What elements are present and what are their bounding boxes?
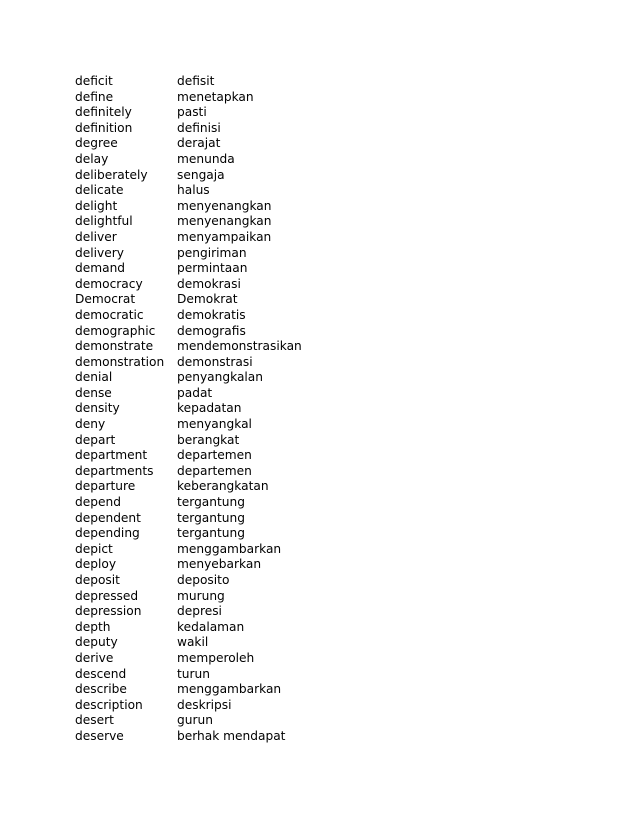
english-word: departments (75, 463, 154, 478)
english-word: denial (75, 370, 113, 385)
english-word: depart (75, 432, 116, 447)
english-word: density (75, 401, 120, 416)
english-word: deputy (75, 635, 118, 650)
vocabulary-row (75, 152, 555, 168)
indonesian-translation: menyenangkan (177, 214, 272, 229)
english-word: derive (75, 650, 114, 665)
indonesian-translation: pengiriman (177, 245, 247, 260)
english-word: define (75, 89, 114, 104)
vocabulary-row (75, 729, 555, 745)
vocabulary-row (75, 168, 555, 184)
indonesian-translation: demografis (177, 323, 246, 338)
indonesian-translation: menggambarkan (177, 682, 282, 697)
indonesian-translation: kedalaman (177, 619, 245, 634)
vocabulary-row (75, 277, 555, 293)
vocabulary-row (75, 433, 555, 449)
indonesian-translation: permintaan (177, 261, 248, 276)
vocabulary-row (75, 324, 555, 340)
vocabulary-row (75, 401, 555, 417)
vocabulary-row (75, 339, 555, 355)
english-word: deposit (75, 573, 120, 587)
english-word: demand (75, 261, 126, 276)
english-word: demographic (75, 323, 156, 338)
english-word: deliver (75, 229, 117, 244)
english-word: delightful (75, 214, 133, 229)
vocabulary-row (75, 495, 555, 511)
english-word: definition (75, 120, 133, 135)
english-word: depend (75, 495, 121, 510)
indonesian-translation: Demokrat (177, 292, 238, 307)
indonesian-translation: departemen (177, 463, 252, 478)
english-word: demonstrate (75, 339, 154, 354)
indonesian-translation: definisi (177, 120, 221, 135)
vocabulary-row (75, 635, 555, 651)
indonesian-translation: menunda (177, 151, 235, 166)
vocabulary-row (75, 511, 555, 527)
english-word: delicate (75, 183, 124, 198)
english-word: deserve (75, 728, 124, 743)
vocabulary-row (75, 667, 555, 683)
english-word: departure (75, 479, 136, 494)
english-word: delay (75, 151, 109, 166)
indonesian-translation: sengaja (177, 167, 225, 182)
indonesian-translation: kepadatan (177, 401, 242, 416)
indonesian-translation: menyebarkan (177, 557, 262, 572)
indonesian-translation: menyampaikan (177, 229, 272, 244)
vocabulary-row (75, 682, 555, 698)
english-word: dependent (75, 510, 141, 525)
indonesian-translation: demonstrasi (177, 354, 253, 369)
vocabulary-row (75, 589, 555, 605)
vocabulary-row (75, 199, 555, 215)
indonesian-translation: berhak mendapat (177, 728, 286, 743)
indonesian-translation: menyenangkan (177, 198, 272, 213)
english-word: department (75, 448, 148, 463)
english-word: degree (75, 136, 118, 151)
indonesian-translation: deposito (177, 573, 230, 587)
vocabulary-row (75, 292, 555, 308)
vocabulary-row (75, 136, 555, 152)
english-word: democratic (75, 307, 144, 322)
english-word: delight (75, 198, 118, 213)
vocabulary-row (75, 370, 555, 386)
vocabulary-row (75, 698, 555, 714)
vocabulary-row (75, 651, 555, 667)
vocabulary-row (75, 417, 555, 433)
indonesian-translation: departemen (177, 448, 252, 463)
vocabulary-row (75, 246, 555, 262)
english-word: describe (75, 682, 127, 697)
indonesian-translation: demokrasi (177, 276, 241, 291)
vocabulary-row (75, 479, 555, 495)
indonesian-translation: derajat (177, 136, 221, 151)
vocabulary-row (75, 74, 555, 90)
vocabulary-row (75, 573, 555, 589)
english-word: depending (75, 526, 140, 541)
vocabulary-row (75, 105, 555, 121)
indonesian-translation: defisit (177, 74, 215, 88)
indonesian-translation: tergantung (177, 526, 245, 541)
english-word: democracy (75, 276, 143, 291)
indonesian-translation: menyangkal (177, 417, 252, 432)
indonesian-translation: deskripsi (177, 697, 232, 712)
indonesian-translation: demokratis (177, 307, 246, 322)
english-word: definitely (75, 105, 132, 120)
english-word: demonstration (75, 354, 165, 369)
vocabulary-row (75, 526, 555, 542)
indonesian-translation: turun (177, 666, 210, 681)
vocabulary-row (75, 386, 555, 402)
indonesian-translation: berangkat (177, 432, 240, 447)
vocabulary-row (75, 355, 555, 371)
indonesian-translation: menetapkan (177, 89, 254, 104)
english-word: depression (75, 604, 142, 619)
indonesian-translation: menggambarkan (177, 541, 282, 556)
indonesian-translation: keberangkatan (177, 479, 269, 494)
english-word: depressed (75, 588, 139, 603)
indonesian-translation: depresi (177, 604, 222, 619)
english-word: depth (75, 619, 111, 634)
vocabulary-row (75, 557, 555, 573)
english-word: Democrat (75, 292, 136, 307)
vocabulary-row (75, 183, 555, 199)
vocabulary-row (75, 542, 555, 558)
vocabulary-row (75, 261, 555, 277)
vocabulary-row (75, 308, 555, 324)
english-word: depict (75, 541, 113, 556)
indonesian-translation: tergantung (177, 495, 245, 510)
english-word: deficit (75, 74, 113, 88)
vocabulary-row (75, 464, 555, 480)
vocabulary-row (75, 448, 555, 464)
indonesian-translation: tergantung (177, 510, 245, 525)
indonesian-translation: pasti (177, 105, 207, 120)
vocabulary-row (75, 230, 555, 246)
indonesian-translation: mendemonstrasikan (177, 339, 302, 354)
vocabulary-list (75, 74, 555, 745)
vocabulary-row (75, 713, 555, 729)
english-word: deny (75, 417, 106, 432)
vocabulary-row (75, 604, 555, 620)
vocabulary-row (75, 620, 555, 636)
english-word: delivery (75, 245, 124, 260)
english-word: deliberately (75, 167, 148, 182)
vocabulary-row (75, 90, 555, 106)
indonesian-translation: wakil (177, 635, 209, 650)
indonesian-translation: halus (177, 183, 210, 198)
indonesian-translation: padat (177, 385, 213, 400)
english-word: description (75, 697, 143, 712)
indonesian-translation: gurun (177, 713, 213, 728)
vocabulary-row (75, 121, 555, 137)
vocabulary-row (75, 214, 555, 230)
english-word: dense (75, 385, 112, 400)
english-word: desert (75, 713, 114, 728)
english-word: deploy (75, 557, 117, 572)
indonesian-translation: murung (177, 588, 225, 603)
indonesian-translation: penyangkalan (177, 370, 263, 385)
indonesian-translation: memperoleh (177, 650, 255, 665)
english-word: descend (75, 666, 127, 681)
